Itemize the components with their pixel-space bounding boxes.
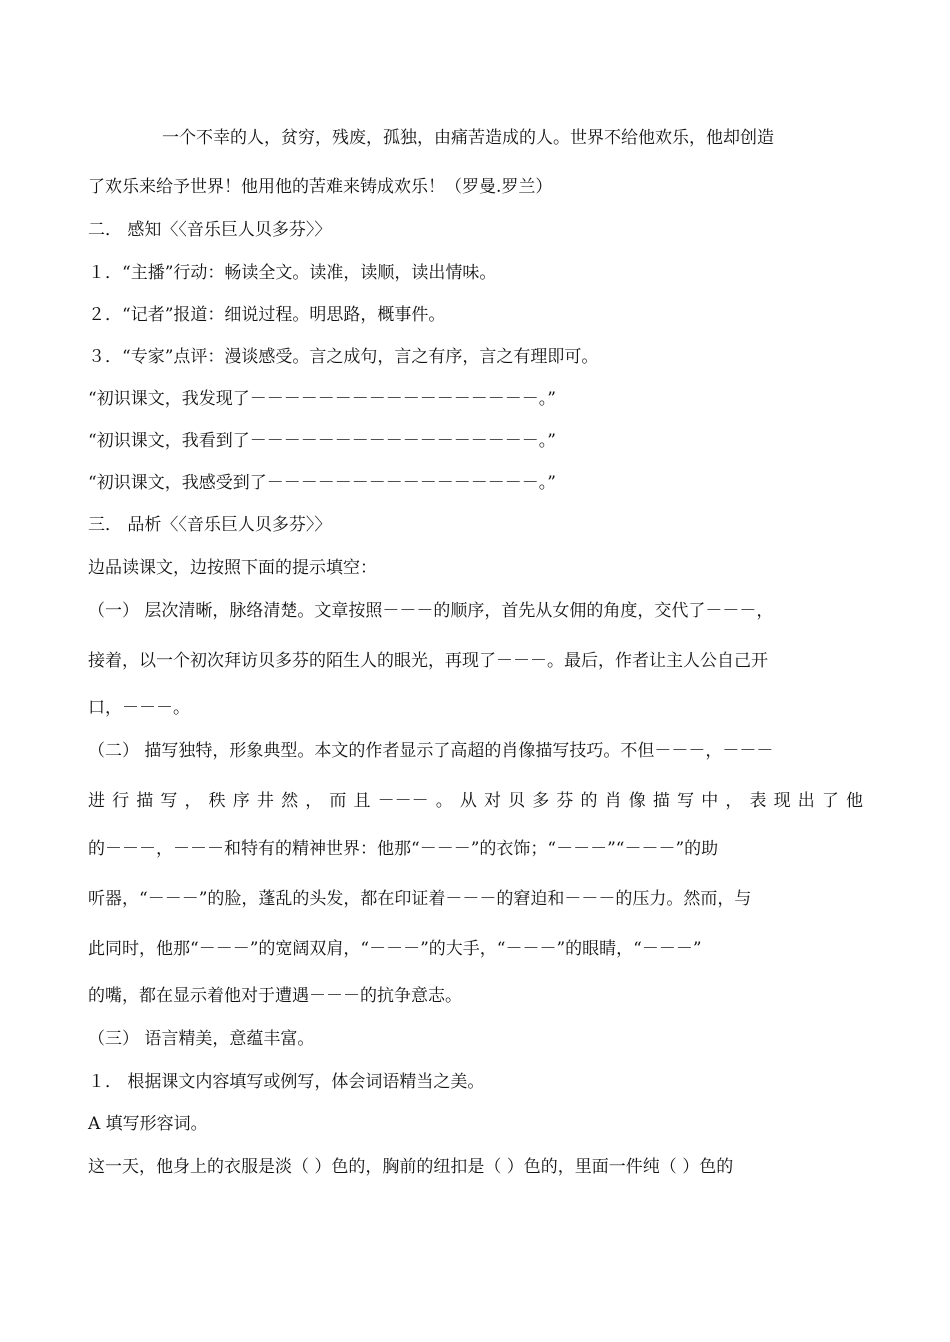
part-two-line-6: 的嘴，都在显示着他对于遭遇－－－的抗争意志。 bbox=[88, 986, 462, 1006]
quote-line-2: 了欢乐来给予世界！他用他的苦难来铸成欢乐！（罗曼.罗兰） bbox=[88, 177, 553, 197]
fill-sentence-3: “初识课文，我感受到了－－－－－－－－－－－－－－－－。” bbox=[88, 473, 556, 493]
part-two-line-1: （二） 描写独特，形象典型。本文的作者显示了高超的肖像描写技巧。不但－－－，－－－ bbox=[88, 741, 774, 761]
exercise-a-sentence: 这一天，他身上的衣服是淡（ ）色的，胸前的纽扣是（ ）色的，里面一件纯（ ）色的 bbox=[88, 1157, 734, 1177]
part-two-line-5: 此同时，他那“－－－”的宽阔双肩，“－－－”的大手，“－－－”的眼睛，“－－－” bbox=[88, 939, 702, 959]
fill-sentence-2: “初识课文，我看到了－－－－－－－－－－－－－－－－－。” bbox=[88, 431, 556, 451]
part-two-line-3: 的－－－，－－－和特有的精神世界：他那“－－－”的衣饰；“－－－”“－－－”的助 bbox=[88, 839, 719, 859]
instruction-line: 边品读课文，边按照下面的提示填空： bbox=[88, 558, 377, 578]
part-one-line-2: 接着，以一个初次拜访贝多芬的陌生人的眼光，再现了－－－。最后，作者让主人公自己开 bbox=[88, 651, 768, 671]
part-one-line-3: 口，－－－。 bbox=[88, 698, 190, 718]
task-item-2: ２．“记者”报道：细说过程。明思路，概事件。 bbox=[88, 305, 446, 325]
part-three-heading: （三） 语言精美，意蕴丰富。 bbox=[88, 1029, 315, 1049]
task-item-3: ３．“专家”点评：漫谈感受。言之成句，言之有序，言之有理即可。 bbox=[88, 347, 599, 367]
section-heading-perceive: 二． 感知〈〈音乐巨人贝多芬〉〉 bbox=[88, 220, 332, 240]
section-heading-analyze: 三． 品析〈〈音乐巨人贝多芬〉〉 bbox=[88, 515, 332, 535]
part-one-line-1: （一） 层次清晰，脉络清楚。文章按照－－－的顺序，首先从女佣的角度，交代了－－－， bbox=[88, 601, 774, 621]
exercise-a-heading: A 填写形容词。 bbox=[88, 1114, 208, 1134]
fill-sentence-1: “初识课文，我发现了－－－－－－－－－－－－－－－－－。” bbox=[88, 389, 556, 409]
part-two-line-4: 听器，“－－－”的脸，蓬乱的头发，都在印证着－－－的窘迫和－－－的压力。然而，与 bbox=[88, 889, 752, 909]
exercise-1-heading: １． 根据课文内容填写或例写，体会词语精当之美。 bbox=[88, 1072, 485, 1092]
quote-line-1: 一个不幸的人，贫穷，残废，孤独，由痛苦造成的人。世界不给他欢乐，他却创造 bbox=[162, 128, 774, 148]
part-two-line-2: 进行描写，秩序井然，而且－－－。从对贝多芬的肖像描写中，表现出了他 bbox=[88, 791, 863, 811]
task-item-1: １．“主播”行动：畅读全文。读准，读顺，读出情味。 bbox=[88, 263, 497, 283]
